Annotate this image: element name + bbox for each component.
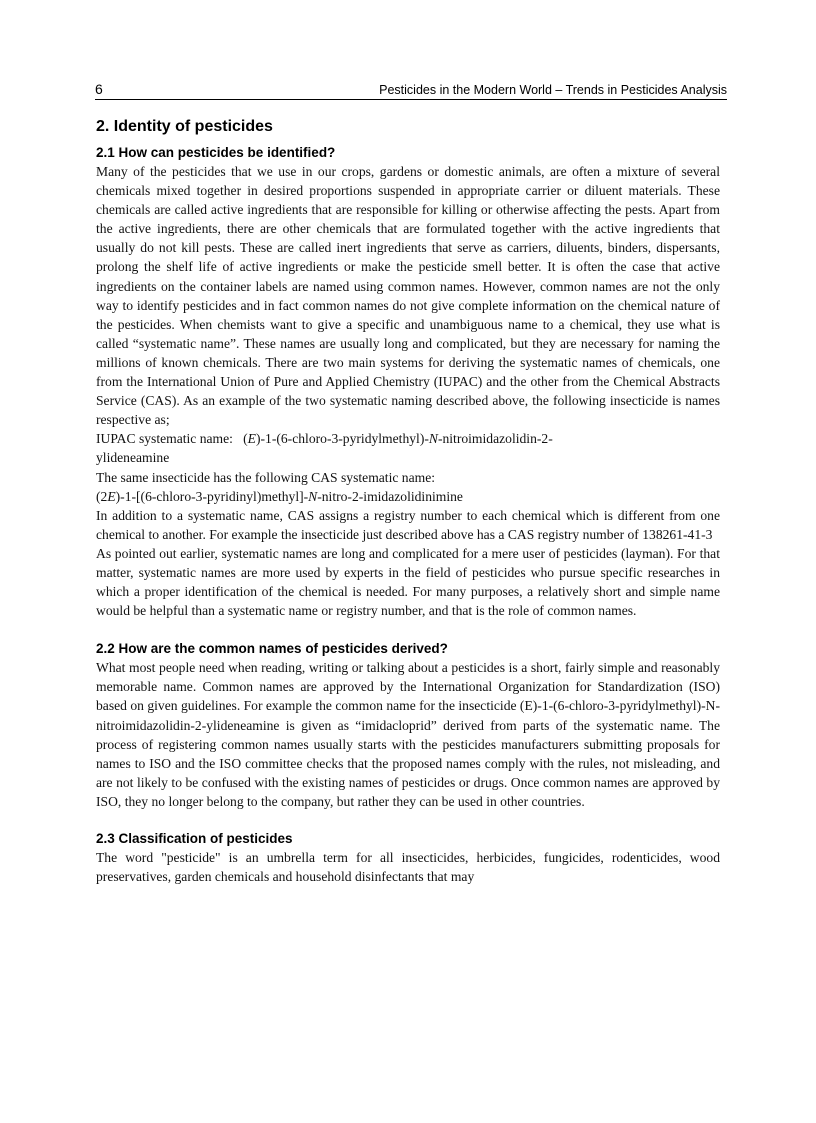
subsection-heading-2-1: 2.1 How can pesticides be identified? bbox=[96, 145, 336, 160]
cas-name-italic: E bbox=[107, 488, 116, 504]
cas-name-part: (2 bbox=[96, 488, 108, 504]
iupac-name-line bbox=[96, 429, 720, 448]
iupac-name-part: ( bbox=[243, 431, 248, 447]
page-number: 6 bbox=[95, 81, 103, 97]
running-title: Pesticides in the Modern World – Trends in Pesticides Analysis bbox=[379, 83, 727, 97]
iupac-name-italic: E bbox=[247, 431, 256, 447]
section-heading: 2. Identity of pesticides bbox=[96, 118, 273, 135]
running-header bbox=[95, 81, 727, 100]
iupac-label: IUPAC systematic name: bbox=[96, 431, 233, 447]
cas-name-part: )-1-[(6-chloro-3-pyridinyl)methyl]- bbox=[115, 488, 309, 504]
subsection-heading-2-2: 2.2 How are the common names of pesticides derived? bbox=[96, 641, 448, 657]
paragraph-common-names-derivation: What most people need when reading, writing or talking about a pesticides is a short, fairly simple and reasonably memorable name. Common names are approved by the International Organization for Standardization (ISO) based on given guidelines. For example the common name for the insecticide (E)-1-(6-chloro-3-pyridylmethyl)-N-nitroimidazolidin-2-ylideneamine is given as “imidacloprid” derived from parts of the systematic name. The process of registering common names usually starts with the pesticides manufacturers submitting proposals for names to ISO and the ISO committee checks that the proposed names comply with the rules, not misleading, and are not likely to be confused with the existing names of pesticides or drugs. Once common names are approved by ISO, they no longer belong to the company, but rather they can be used in other countries. bbox=[96, 660, 720, 809]
cas-name-italic: N bbox=[308, 488, 318, 504]
paragraph-classification: The word "pesticide" is an umbrella term for all insecticides, herbicides, fungicides, rodenticides, wood preservatives, garden chemicals and household disinfectants that may bbox=[96, 850, 720, 885]
iupac-name-part: )-1-(6-chloro-3-pyridylmethyl)- bbox=[255, 431, 429, 447]
iupac-name-italic: N bbox=[428, 431, 438, 447]
paragraph-common-names-role: As pointed out earlier, systematic names are long and complicated for a mere user of pesticides (layman). For that matter, systematic names are more used by experts in the field of pesticides who pursue specific researches in which a proper identification of the chemical is needed. For many purposes, a relatively short and simple name would be helpful than a systematic name or registry number, and that is the role of common names. bbox=[96, 545, 720, 619]
iupac-name-part: -nitroimidazolidin-2- bbox=[437, 431, 553, 447]
iupac-name-continuation: ylideneamine bbox=[96, 450, 170, 466]
cas-name-part: -nitro-2-imidazolidinimine bbox=[317, 488, 463, 504]
cas-name-line bbox=[96, 487, 720, 506]
cas-intro: The same insecticide has the following CAS systematic name: bbox=[96, 469, 436, 485]
subsection-heading-2-3: 2.3 Classification of pesticides bbox=[96, 831, 293, 846]
page-body bbox=[96, 116, 720, 886]
spacer bbox=[96, 620, 720, 640]
paragraph-identification: Many of the pesticides that we use in our crops, gardens or domestic animals, are often a mixture of several chemicals mixed together in desired proportions suspended in appropriate carrier or diluent materials. These chemicals are called active ingredients that are responsible for killing or otherwise affecting the pests. Apart from the active ingredients, there are other chemicals that are formulated together with the active ingredients that usually do not kill pests. These are called inert ingredients that serve as carriers, diluents, binders, dispersants, prolong the shelf life of active ingredients or make the pesticide smell better. It is often the case that active ingredients on the container labels are named using common names. However, common names are not the only way to identify pesticides and in fact common names do not give complete information on the chemical nature of the pesticides. When chemists want to give a specific and unambiguous name to a chemical, they use what is called “systematic name”. These names are usually long and complicated, but they are necessary for naming the millions of known chemicals. There are two main systems for deriving the systematic names of chemicals, one from the International Union of Pure and Applied Chemistry (IUPAC) and the other from the Chemical Abstracts Service (CAS). As an example of the two systematic naming described above, the following insecticide is names respective as; bbox=[96, 164, 720, 428]
spacer bbox=[96, 811, 720, 830]
paragraph-registry-number: In addition to a systematic name, CAS assigns a registry number to each chemical which is different from one chemical to another. For example the insecticide just described above has a CAS registry number of 138261-41-3 bbox=[96, 507, 720, 542]
